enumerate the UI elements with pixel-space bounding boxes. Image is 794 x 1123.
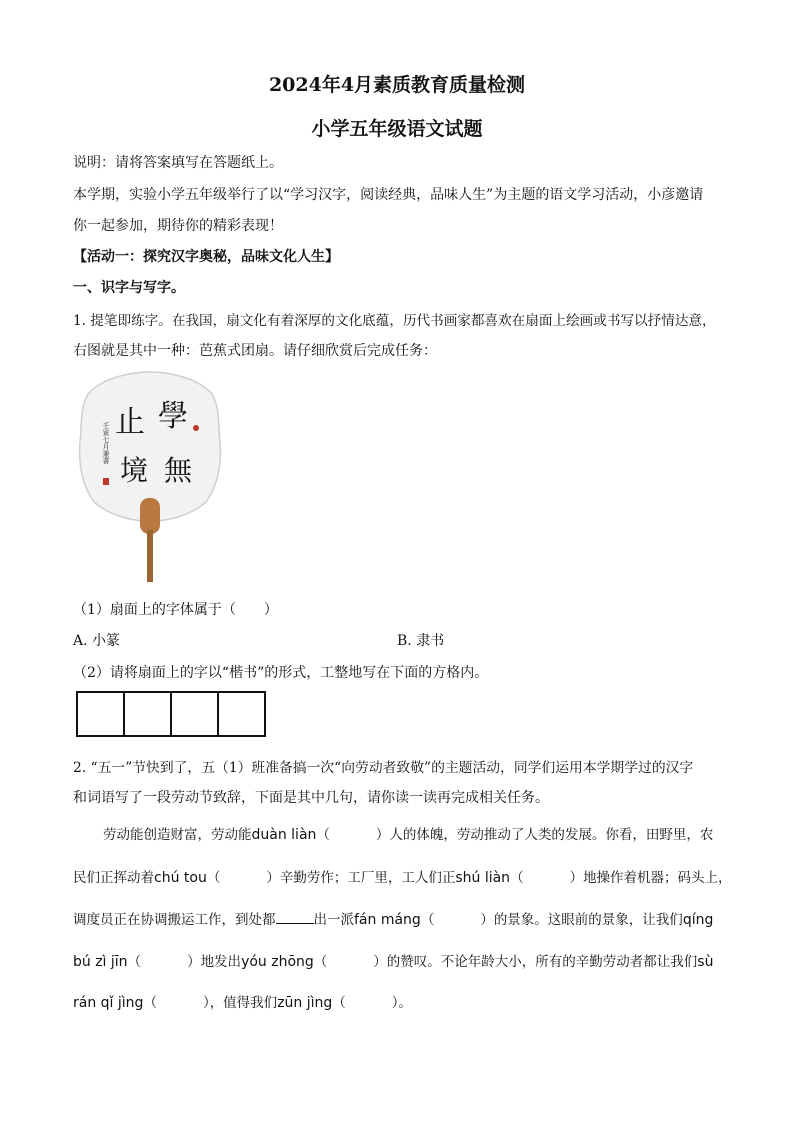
- banana-leaf-fan-image: [70, 368, 230, 588]
- option-a[interactable]: A. 小篆: [73, 633, 121, 649]
- option-b[interactable]: B. 隶书: [397, 633, 445, 649]
- writing-cell[interactable]: [78, 693, 125, 735]
- fan-char-wu: 無: [163, 454, 193, 487]
- essay-line-2: 民们正挥动着chú tou（ ）辛勤劳作；工厂里，工人们正shú liàn（ ）地操作着机器；码头上，: [73, 870, 732, 886]
- question-1-sub-2: （2）请将扇面上的字以“楷书”的形式，工整地写在下面的方格内。: [73, 665, 489, 681]
- fan-char-zhi: 止: [115, 405, 145, 440]
- question-2-line-1: 2. “五一”节快到了，五（1）班准备搞一次“向劳动者致敬”的主题活动，同学们运用本学期学过的汉字: [73, 760, 694, 776]
- question-1-line-1: 1. 提笔即练字。在我国，扇文化有着深厚的文化底蕴，历代书画家都喜欢在扇面上绘画或书写以抒情达意，: [73, 313, 716, 329]
- question-1-line-2: 右图就是其中一种：芭蕉式团扇。请仔细欣赏后完成任务：: [73, 343, 437, 359]
- section-heading: 一、识字与写字。: [73, 280, 185, 296]
- writing-cell[interactable]: [219, 693, 264, 735]
- activity-heading: 【活动一：探究汉字奥秘，品味文化人生】: [73, 249, 339, 265]
- seal-stamp-icon: [103, 478, 109, 485]
- intro-line-1: 本学期，实验小学五年级举行了以“学习汉字，阅读经典，品味人生”为主题的语文学习活动，小彦邀请: [73, 187, 704, 203]
- fan-char-xue: 學: [158, 399, 188, 434]
- intro-line-2: 你一起参加，期待你的精彩表现！: [73, 218, 283, 234]
- fan-inscription: 壬寅七月兼書: [102, 422, 110, 464]
- essay-line-1: 劳动能创造财富，劳动能duàn liàn（ ）人的体魄，劳动推动了人类的发展。你看，田野里，农: [103, 827, 714, 843]
- essay-line-4: bú zì jīn（ ）地发出yóu zhōng（ ）的赞叹。不论年龄大小，所有的辛勤劳动者都让我们sù: [73, 954, 714, 970]
- writing-cell[interactable]: [172, 693, 219, 735]
- question-1-sub-1: （1）扇面上的字体属于（ ）: [73, 602, 278, 618]
- question-2-line-2: 和词语写了一段劳动节致辞，下面是其中几句，请你读一读再完成相关任务。: [73, 790, 549, 806]
- writing-cell[interactable]: [125, 693, 172, 735]
- essay-line-3: 调度员正在协调搬运工作，到处都 出一派fán máng（ ）的景象。这眼前的景象，让我们qíng: [73, 912, 714, 928]
- exam-title: 2024年4月素质教育质量检测: [268, 74, 526, 96]
- exam-subtitle: 小学五年级语文试题: [311, 118, 483, 140]
- seal-stamp-icon: [193, 425, 199, 431]
- essay-line-5: rán qǐ jìng（ ），值得我们zūn jìng（ ）。: [73, 995, 413, 1011]
- instruction-note: 说明：请将答案填写在答题纸上。: [73, 155, 283, 171]
- fan-char-jing: 境: [119, 454, 149, 487]
- writing-grid: [76, 691, 266, 737]
